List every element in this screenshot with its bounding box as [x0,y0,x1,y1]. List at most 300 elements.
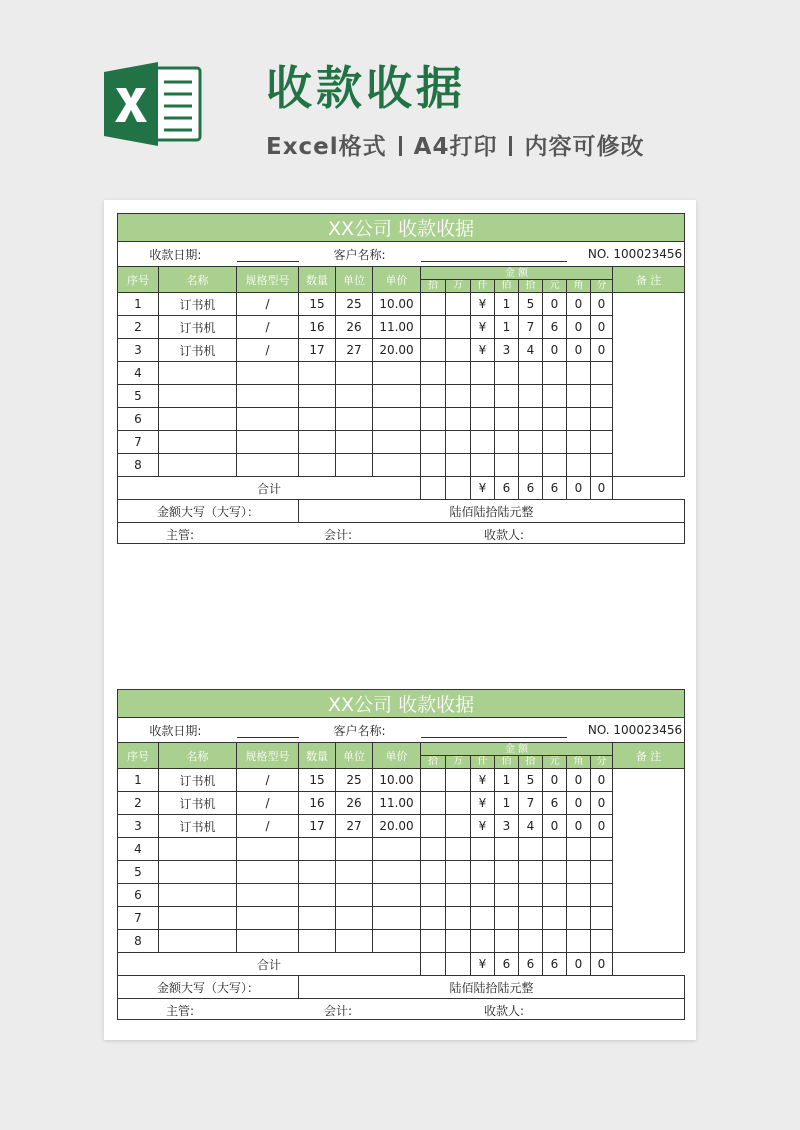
amount-unit-header: 佰 [495,280,519,293]
amount-unit-header: 分 [591,756,613,769]
cell-amount-digit[interactable] [471,930,495,953]
cell-amount-digit[interactable] [567,431,591,454]
cell-amount-digit[interactable] [495,454,519,477]
amount-unit-header: 拾 [519,280,543,293]
cell-amount-digit[interactable]: 5 [519,769,543,792]
cell-name[interactable] [159,431,237,454]
cell-amount-digit[interactable]: 1 [495,792,519,815]
cell-amount-digit[interactable] [471,408,495,431]
cell-qty[interactable]: 16 [299,316,336,339]
table-row [118,385,685,408]
supervisor-label: 主管: [166,1004,195,1018]
cell-unit[interactable]: 26 [336,316,373,339]
amount-upper-label: 金额大写（大写）： [118,500,299,523]
table-row [118,815,685,838]
cell-unit[interactable]: 26 [336,792,373,815]
cell-unit[interactable]: 25 [336,293,373,316]
cell-price[interactable] [373,454,421,477]
cell-qty[interactable]: 16 [299,792,336,815]
cell-seq: 2 [118,316,159,339]
table-row [118,838,685,861]
cell-model[interactable] [237,385,299,408]
col-model: 规格型号 [237,743,299,769]
cell-seq: 3 [118,339,159,362]
cell-amount-digit[interactable] [471,884,495,907]
amount-upper-value[interactable]: 陆佰陆拾陆元整 [299,500,685,523]
cell-note[interactable] [613,293,685,477]
cell-amount-digit[interactable] [591,838,613,861]
cell-qty[interactable] [299,907,336,930]
cell-amount-digit[interactable] [421,815,446,838]
cell-qty[interactable]: 15 [299,293,336,316]
cell-amount-digit[interactable] [543,454,567,477]
cell-unit[interactable] [336,408,373,431]
cell-qty[interactable] [299,838,336,861]
total-amount-digit [421,953,446,976]
cell-amount-digit[interactable] [421,431,446,454]
cell-amount-digit[interactable] [421,792,446,815]
table-row [118,907,685,930]
cell-amount-digit[interactable] [446,385,471,408]
cell-amount-digit[interactable] [471,838,495,861]
cell-amount-digit[interactable]: 5 [519,293,543,316]
cell-qty[interactable]: 17 [299,339,336,362]
cell-amount-digit[interactable]: ¥ [471,316,495,339]
cell-amount-digit[interactable]: 3 [495,339,519,362]
cell-amount-digit[interactable]: 0 [591,769,613,792]
cell-price[interactable] [373,838,421,861]
cell-qty[interactable] [299,454,336,477]
receipt-bottom [117,689,684,1020]
cell-amount-digit[interactable] [446,316,471,339]
total-amount-digit: ¥ [471,953,495,976]
cell-amount-digit[interactable] [567,930,591,953]
cell-amount-digit[interactable]: 0 [591,339,613,362]
cell-amount-digit[interactable] [446,884,471,907]
cell-amount-digit[interactable] [421,293,446,316]
cell-qty[interactable] [299,408,336,431]
cell-model[interactable] [237,431,299,454]
cell-seq: 7 [118,907,159,930]
cell-name[interactable] [159,907,237,930]
cell-amount-digit[interactable] [519,838,543,861]
cell-price[interactable]: 10.00 [373,769,421,792]
amount-unit-header: 角 [567,280,591,293]
cell-price[interactable]: 11.00 [373,792,421,815]
cell-seq: 1 [118,769,159,792]
subtitle-print: A4打印 [413,134,498,160]
cell-seq: 6 [118,884,159,907]
col-amount: 金 额 [421,267,613,280]
cell-amount-digit[interactable] [421,408,446,431]
cell-unit[interactable]: 27 [336,815,373,838]
cell-amount-digit[interactable] [421,769,446,792]
cell-price[interactable] [373,431,421,454]
cell-amount-digit[interactable] [543,408,567,431]
cell-amount-digit[interactable] [421,861,446,884]
cell-amount-digit[interactable] [567,408,591,431]
cell-amount-digit[interactable] [421,838,446,861]
cell-unit[interactable]: 27 [336,339,373,362]
receipt-top [117,213,684,544]
cell-qty[interactable] [299,884,336,907]
cell-unit[interactable] [336,861,373,884]
table-row [118,861,685,884]
col-unit: 单位 [336,743,373,769]
cell-model[interactable]: / [237,316,299,339]
col-seq: 序号 [118,743,159,769]
cell-amount-digit[interactable] [567,838,591,861]
cell-amount-digit[interactable] [519,930,543,953]
cell-amount-digit[interactable]: ¥ [471,815,495,838]
divider [509,136,512,156]
total-amount-digit [446,953,471,976]
amount-unit-header: 仟 [471,756,495,769]
cell-model[interactable] [237,884,299,907]
total-amount-digit: 6 [543,477,567,500]
total-amount-digit: 0 [567,953,591,976]
cell-amount-digit[interactable] [591,431,613,454]
cell-amount-digit[interactable] [567,362,591,385]
cell-seq: 7 [118,431,159,454]
cell-model[interactable] [237,454,299,477]
cell-amount-digit[interactable] [495,907,519,930]
cell-amount-digit[interactable] [519,431,543,454]
cell-amount-digit[interactable]: 0 [543,769,567,792]
cell-amount-digit[interactable]: 1 [495,769,519,792]
date-underline [237,718,299,743]
customer-underline [421,718,567,743]
cell-model[interactable] [237,838,299,861]
cell-amount-digit[interactable] [543,930,567,953]
table-row [118,431,685,454]
page-title: 收款收据 [266,61,466,115]
table-row [118,792,685,815]
table-row [118,769,685,792]
cell-amount-digit[interactable]: 1 [495,316,519,339]
cell-amount-digit[interactable]: 0 [591,316,613,339]
cell-amount-digit[interactable] [519,884,543,907]
cell-amount-digit[interactable]: ¥ [471,769,495,792]
cell-amount-digit[interactable] [471,385,495,408]
cell-amount-digit[interactable] [495,838,519,861]
amount-unit-header: 元 [543,756,567,769]
cell-amount-digit[interactable] [446,815,471,838]
cell-name[interactable]: 订书机 [159,792,237,815]
cell-model[interactable] [237,408,299,431]
cell-amount-digit[interactable]: ¥ [471,792,495,815]
col-model: 规格型号 [237,267,299,293]
cell-amount-digit[interactable] [471,431,495,454]
cell-qty[interactable] [299,861,336,884]
cell-amount-digit[interactable] [543,884,567,907]
cell-amount-digit[interactable]: 3 [495,815,519,838]
cell-model[interactable]: / [237,339,299,362]
cell-amount-digit[interactable]: 7 [519,792,543,815]
cell-amount-digit[interactable] [421,316,446,339]
cell-amount-digit[interactable]: 6 [543,792,567,815]
table-row [118,884,685,907]
cell-amount-digit[interactable] [446,293,471,316]
table-row [118,339,685,362]
cell-amount-digit[interactable] [495,408,519,431]
cell-amount-digit[interactable] [591,861,613,884]
cell-amount-digit[interactable] [471,454,495,477]
col-price: 单价 [373,743,421,769]
accountant-label: 会计: [324,1004,353,1018]
cell-amount-digit[interactable] [495,362,519,385]
cell-model[interactable]: / [237,792,299,815]
cell-model[interactable] [237,907,299,930]
cell-name[interactable]: 订书机 [159,769,237,792]
cell-amount-digit[interactable] [519,385,543,408]
cell-amount-digit[interactable] [446,362,471,385]
cell-amount-digit[interactable] [543,431,567,454]
cell-price[interactable]: 11.00 [373,316,421,339]
cell-amount-digit[interactable] [421,907,446,930]
cell-name[interactable] [159,838,237,861]
date-label: 收款日期: [149,247,202,262]
paper-sheet [104,200,696,1040]
cell-unit[interactable]: 25 [336,769,373,792]
cell-amount-digit[interactable] [519,362,543,385]
amount-upper-value[interactable]: 陆佰陆拾陆元整 [299,976,685,999]
cell-price[interactable] [373,884,421,907]
cell-amount-digit[interactable]: 6 [543,316,567,339]
cell-unit[interactable] [336,884,373,907]
cell-name[interactable]: 订书机 [159,316,237,339]
cell-amount-digit[interactable] [543,861,567,884]
table-row [118,362,685,385]
cell-amount-digit[interactable] [446,339,471,362]
amount-unit-header: 拾 [519,756,543,769]
cell-unit[interactable] [336,930,373,953]
cell-amount-digit[interactable] [421,454,446,477]
total-label: 合计 [118,953,421,976]
cell-amount-digit[interactable]: ¥ [471,293,495,316]
cell-amount-digit[interactable] [567,861,591,884]
cell-amount-digit[interactable] [446,792,471,815]
cell-amount-digit[interactable] [421,339,446,362]
cell-amount-digit[interactable] [567,385,591,408]
cell-amount-digit[interactable] [421,385,446,408]
cell-amount-digit[interactable] [591,930,613,953]
cell-price[interactable] [373,861,421,884]
cell-qty[interactable]: 17 [299,815,336,838]
cell-amount-digit[interactable] [543,362,567,385]
customer-field[interactable] [299,242,421,267]
cell-model[interactable]: / [237,293,299,316]
cell-amount-digit[interactable] [591,907,613,930]
total-amount-digit: 6 [519,477,543,500]
cell-price[interactable] [373,362,421,385]
cell-amount-digit[interactable]: 0 [567,792,591,815]
cell-amount-digit[interactable]: 0 [543,293,567,316]
cell-amount-digit[interactable] [495,861,519,884]
col-amount: 金 额 [421,743,613,756]
cell-amount-digit[interactable]: 0 [591,815,613,838]
col-note: 备 注 [613,267,685,293]
customer-field[interactable] [299,718,421,743]
page-subtitle [266,128,644,161]
cell-amount-digit[interactable]: 4 [519,815,543,838]
cell-amount-digit[interactable] [591,408,613,431]
cell-name[interactable] [159,884,237,907]
cell-price[interactable] [373,385,421,408]
cell-name[interactable] [159,454,237,477]
cell-seq: 2 [118,792,159,815]
cell-price[interactable] [373,408,421,431]
cell-model[interactable] [237,362,299,385]
cell-amount-digit[interactable] [446,930,471,953]
cell-qty[interactable]: 15 [299,769,336,792]
cell-amount-digit[interactable] [446,431,471,454]
cell-amount-digit[interactable]: 0 [567,769,591,792]
cell-amount-digit[interactable] [543,838,567,861]
cell-amount-digit[interactable] [471,861,495,884]
cell-name[interactable]: 订书机 [159,815,237,838]
cell-name[interactable] [159,861,237,884]
cell-amount-digit[interactable] [567,454,591,477]
date-field[interactable] [118,718,237,743]
cell-amount-digit[interactable]: 0 [591,293,613,316]
amount-unit-header: 仟 [471,280,495,293]
cell-name[interactable] [159,362,237,385]
cell-amount-digit[interactable] [446,408,471,431]
cell-price[interactable] [373,907,421,930]
total-amount-digit: 0 [567,477,591,500]
total-amount-digit: 6 [495,477,519,500]
cell-amount-digit[interactable] [471,907,495,930]
cell-amount-digit[interactable] [519,408,543,431]
total-amount-digit: 6 [519,953,543,976]
excel-logo-icon [104,62,202,146]
cell-model[interactable] [237,861,299,884]
cell-seq: 3 [118,815,159,838]
cell-amount-digit[interactable] [446,769,471,792]
cell-seq: 5 [118,385,159,408]
date-label: 收款日期: [149,723,202,738]
date-underline [237,242,299,267]
cell-qty[interactable] [299,431,336,454]
cell-amount-digit[interactable] [543,907,567,930]
cell-amount-digit[interactable] [591,884,613,907]
cell-amount-digit[interactable]: ¥ [471,339,495,362]
receipt-banner: XX公司 收款收据 [118,214,685,242]
cell-amount-digit[interactable] [567,884,591,907]
cell-amount-digit[interactable]: 7 [519,316,543,339]
total-amount-digit: 0 [591,953,613,976]
cell-qty[interactable] [299,362,336,385]
cell-unit[interactable] [336,838,373,861]
cell-name[interactable]: 订书机 [159,339,237,362]
accountant-label: 会计: [324,528,353,542]
total-amount-digit: 6 [495,953,519,976]
receipt-table [117,213,685,544]
cell-amount-digit[interactable]: 1 [495,293,519,316]
cell-model[interactable] [237,930,299,953]
cell-amount-digit[interactable] [446,907,471,930]
cell-amount-digit[interactable] [495,431,519,454]
cell-amount-digit[interactable]: 0 [591,792,613,815]
cell-note[interactable] [613,769,685,953]
amount-unit-header: 元 [543,280,567,293]
cell-price[interactable]: 20.00 [373,339,421,362]
cell-amount-digit[interactable] [421,362,446,385]
cell-qty[interactable] [299,930,336,953]
col-name: 名称 [159,743,237,769]
col-price: 单价 [373,267,421,293]
cell-unit[interactable] [336,362,373,385]
cell-unit[interactable] [336,385,373,408]
cell-amount-digit[interactable] [519,861,543,884]
cell-amount-digit[interactable] [495,884,519,907]
amount-unit-header: 拾 [421,280,446,293]
cell-amount-digit[interactable] [591,454,613,477]
cell-amount-digit[interactable] [543,385,567,408]
cell-amount-digit[interactable] [471,362,495,385]
total-amount-digit: 6 [543,953,567,976]
cell-amount-digit[interactable]: 0 [567,815,591,838]
cell-amount-digit[interactable] [519,454,543,477]
amount-unit-header: 佰 [495,756,519,769]
col-qty: 数量 [299,743,336,769]
cell-amount-digit[interactable] [446,861,471,884]
cell-amount-digit[interactable]: 0 [543,815,567,838]
cell-amount-digit[interactable]: 0 [543,339,567,362]
cell-unit[interactable] [336,454,373,477]
cell-amount-digit[interactable] [421,884,446,907]
cell-amount-digit[interactable]: 0 [567,339,591,362]
cell-amount-digit[interactable] [446,454,471,477]
cell-seq: 4 [118,838,159,861]
cell-name[interactable]: 订书机 [159,293,237,316]
cell-name[interactable] [159,385,237,408]
cell-seq: 4 [118,362,159,385]
cell-price[interactable]: 20.00 [373,815,421,838]
cell-unit[interactable] [336,431,373,454]
cell-name[interactable] [159,408,237,431]
cell-qty[interactable] [299,385,336,408]
cell-amount-digit[interactable]: 0 [567,293,591,316]
cell-amount-digit[interactable]: 0 [567,316,591,339]
cell-price[interactable]: 10.00 [373,293,421,316]
date-field[interactable] [118,242,237,267]
cell-amount-digit[interactable] [446,838,471,861]
amount-unit-header: 万 [446,756,471,769]
cell-amount-digit[interactable] [495,930,519,953]
cell-model[interactable]: / [237,769,299,792]
cell-amount-digit[interactable] [421,930,446,953]
cell-amount-digit[interactable] [591,362,613,385]
subtitle-editable: 内容可修改 [524,134,645,160]
cell-price[interactable] [373,930,421,953]
divider [399,136,402,156]
cell-amount-digit[interactable] [567,907,591,930]
payee-label: 收款人: [484,1004,525,1018]
cell-amount-digit[interactable] [591,385,613,408]
col-name: 名称 [159,267,237,293]
cell-model[interactable]: / [237,815,299,838]
cell-amount-digit[interactable] [495,385,519,408]
cell-amount-digit[interactable] [519,907,543,930]
cell-unit[interactable] [336,907,373,930]
col-qty: 数量 [299,267,336,293]
receipt-banner: XX公司 收款收据 [118,690,685,718]
table-row [118,293,685,316]
cell-name[interactable] [159,930,237,953]
cell-amount-digit[interactable]: 4 [519,339,543,362]
